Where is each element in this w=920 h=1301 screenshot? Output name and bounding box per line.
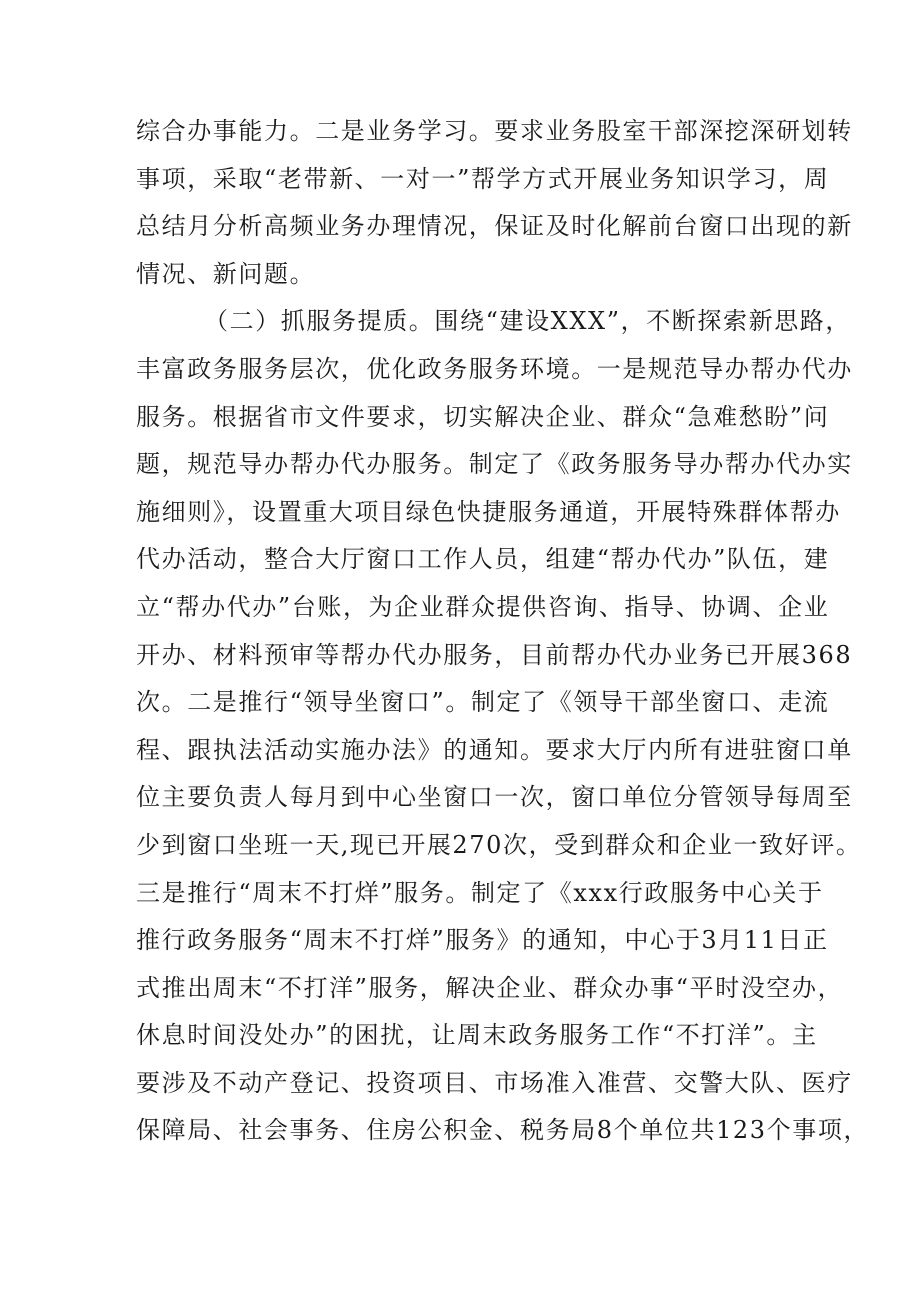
text-line: 代办活动，整合大厅窗口工作人员，组建“帮办代办”队伍，建 <box>136 545 830 574</box>
text-line: 总结月分析高频业务办理情况，保证及时化解前台窗口出现的新 <box>136 212 853 241</box>
text-line: 施细则》，设置重大项目绿色快捷服务通道，开展特殊群体帮办 <box>136 497 841 526</box>
text-line: 事项，采取“老带新、一对一”帮学方式开展业务知识学习，周 <box>136 164 830 193</box>
text-line: 位主要负责人每月到中心坐窗口一次，窗口单位分管领导每周至 <box>136 783 853 812</box>
text-line: 开办、材料预审等帮办代办服务，目前帮办代办业务已开展368 <box>136 640 853 669</box>
text-line: 立“帮办代办”台账，为企业群众提供咨询、指导、协调、企业 <box>136 592 830 621</box>
body-text <box>136 108 870 1155</box>
text-line: 服务。根据省市文件要求，切实解决企业、群众“急难愁盼”问 <box>136 402 830 431</box>
text-line: 式推出周末“不打洋”服务，解决企业、群众办事“平时没空办， <box>136 973 844 1002</box>
text-line: 三是推行“周末不打烊”服务。制定了《xxx行政服务中心关于 <box>136 878 824 907</box>
text-line: 休息时间没处办”的困扰，让周末政务服务工作“不打洋”。主 <box>136 1021 818 1050</box>
text-line: 要涉及不动产登记、投资项目、市场准入准营、交警大队、医疗 <box>136 1068 853 1097</box>
text-line: 题，规范导办帮办代办服务。制定了《政务服务导办帮办代办实 <box>136 450 853 479</box>
text-line: 情况、新问题。 <box>136 259 316 288</box>
section-heading-line: （二）抓服务提质。围绕“建设XXX”，不断探索新思路， <box>204 307 851 336</box>
text-line: 次。二是推行“领导坐窗口”。制定了《领导干部坐窗口、走流 <box>136 688 830 717</box>
text-line: 综合办事能力。二是业务学习。要求业务股室干部深挖深研划转 <box>136 117 853 145</box>
text-line: 保障局、社会事务、住房公积金、税务局8个单位共123个事项， <box>136 1116 870 1145</box>
text-line: 少到窗口坐班一天,现已开展270次，受到群众和企业一致好评。 <box>136 830 862 859</box>
text-line: 推行政务服务“周末不打烊”服务》的通知，中心于3月11日正 <box>136 926 829 955</box>
text-line: 程、跟执法活动实施办法》的通知。要求大厅内所有进驻窗口单 <box>136 735 853 764</box>
text-line: 丰富政务服务层次，优化政务服务环境。一是规范导办帮办代办 <box>136 354 853 383</box>
